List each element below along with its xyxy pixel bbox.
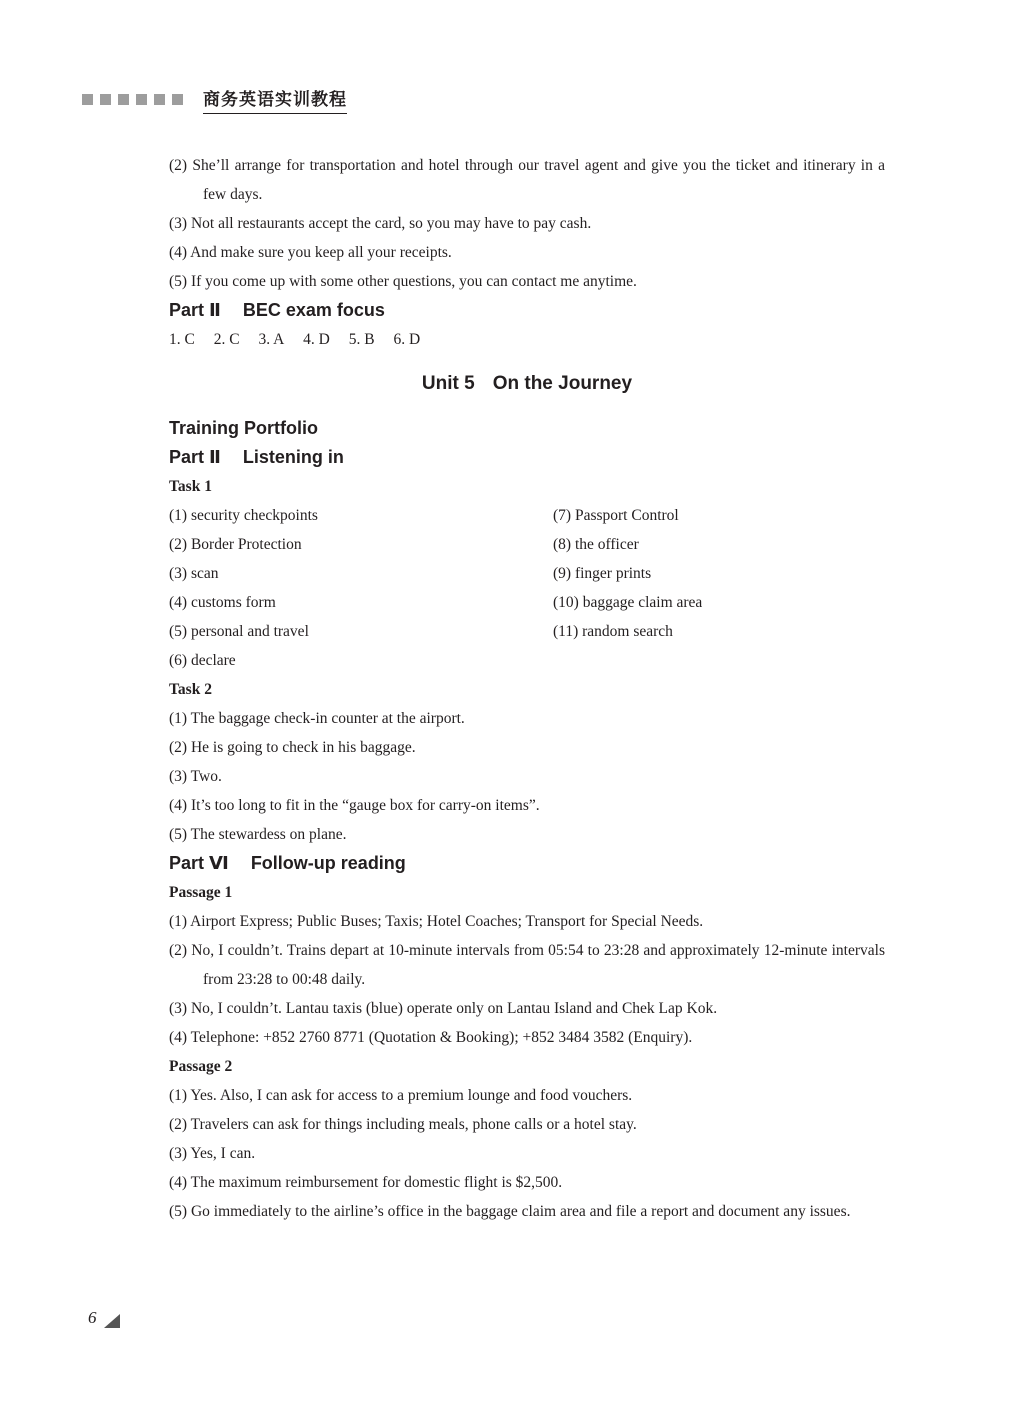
answer-item: (2) Travelers can ask for things including meals, phone calls or a hotel stay.	[169, 1116, 637, 1133]
part-heading	[169, 296, 885, 325]
answer-item: (4) And make sure you keep all your receipts.	[169, 244, 452, 261]
section-heading: Training Portfolio	[169, 418, 318, 438]
task-heading: Task 2	[169, 681, 212, 698]
answer-item: (3) scan	[169, 565, 219, 582]
answer-item: (5) The stewardess on plane.	[169, 826, 347, 843]
header-square	[82, 94, 93, 105]
answer-item: (3) Not all restaurants accept the card, so you may have to pay cash.	[169, 215, 592, 232]
answer-item: (5) If you come up with some other questions, you can contact me anytime.	[169, 273, 637, 290]
part-title: Follow-up reading	[250, 853, 406, 873]
answer-item: (2) He is going to check in his baggage.	[169, 739, 416, 756]
answer-item: (3) Yes, I can.	[169, 1145, 256, 1162]
answer-item: (4) customs form	[169, 594, 276, 611]
answer-item: (3) No, I couldn’t. Lantau taxis (blue) operate only on Lantau Island and Chek Lap Kok.	[169, 1000, 718, 1017]
answer-item: (3) Two.	[169, 768, 222, 785]
bec-answer: 2. C	[213, 331, 240, 348]
page-corner-triangle-icon	[104, 1314, 120, 1328]
header-square	[172, 94, 183, 105]
bec-answer: 3. A	[258, 331, 285, 348]
answer-item: (6) declare	[169, 652, 236, 669]
answer-item: (2) Border Protection	[169, 536, 302, 553]
header-square	[100, 94, 111, 105]
bec-answer: 1. C	[169, 331, 195, 348]
header-square	[154, 94, 165, 105]
task-heading: Task 1	[169, 478, 212, 495]
task1-answers	[169, 501, 885, 675]
part-number: Part Ⅵ	[169, 853, 229, 873]
answer-item: (4) Telephone: +852 2760 8771 (Quotation & Booking); +852 3484 3582 (Enquiry).	[169, 1029, 693, 1046]
bec-answers	[169, 325, 885, 354]
header-square	[118, 94, 129, 105]
task1-left-column	[169, 501, 318, 675]
answer-item: (5) Go immediately to the airline’s office in the baggage claim area and file a report and document any issues.	[169, 1203, 851, 1220]
answer-item: (5) personal and travel	[169, 623, 309, 640]
part-number: Part Ⅱ	[169, 300, 221, 320]
answer-item: (1) The baggage check-in counter at the airport.	[169, 710, 465, 727]
bec-answer: 4. D	[303, 331, 330, 348]
page-number: 6	[88, 1308, 97, 1327]
answer-item: (2) She’ll arrange for transportation and hotel through our travel agent and give you the ticket and itinerary in a few days.	[169, 157, 885, 203]
header-square	[136, 94, 147, 105]
unit-title	[169, 369, 885, 398]
unit-number: Unit 5	[421, 373, 475, 394]
answer-item: (4) It’s too long to fit in the “gauge box for carry-on items”.	[169, 797, 540, 814]
passage-heading: Passage 2	[169, 1058, 233, 1075]
bec-answer: 6. D	[393, 331, 421, 348]
answer-item: (1) Yes. Also, I can ask for access to a premium lounge and food vouchers.	[169, 1087, 633, 1104]
answer-item: (9) finger prints	[553, 565, 652, 582]
answer-item: (7) Passport Control	[553, 507, 679, 524]
answer-item: (11) random search	[553, 623, 673, 640]
book-title: 商务英语实训教程	[203, 85, 347, 114]
part-heading	[169, 849, 885, 878]
answer-item: (4) The maximum reimbursement for domestic flight is $2,500.	[169, 1174, 563, 1191]
part-heading	[169, 443, 885, 472]
part-title: Listening in	[242, 447, 344, 467]
passage-heading: Passage 1	[169, 884, 233, 901]
header-squares	[82, 94, 183, 105]
task1-right-column	[553, 501, 702, 646]
part-number: Part Ⅱ	[169, 447, 221, 467]
answer-item: (2) No, I couldn’t. Trains depart at 10-minute intervals from 05:54 to 23:28 and approximately 12-minute intervals from 23:28 to 00:48 daily.	[169, 942, 885, 988]
unit-name: On the Journey	[492, 373, 633, 394]
answer-item: (1) Airport Express; Public Buses; Taxis; Hotel Coaches; Transport for Special Needs.	[169, 913, 704, 930]
answer-item: (8) the officer	[553, 536, 639, 553]
answer-item: (1) security checkpoints	[169, 507, 318, 524]
part-title: BEC exam focus	[242, 300, 385, 320]
bec-answer: 5. B	[348, 331, 375, 348]
page-content	[169, 151, 885, 1226]
answer-item: (10) baggage claim area	[553, 594, 703, 611]
